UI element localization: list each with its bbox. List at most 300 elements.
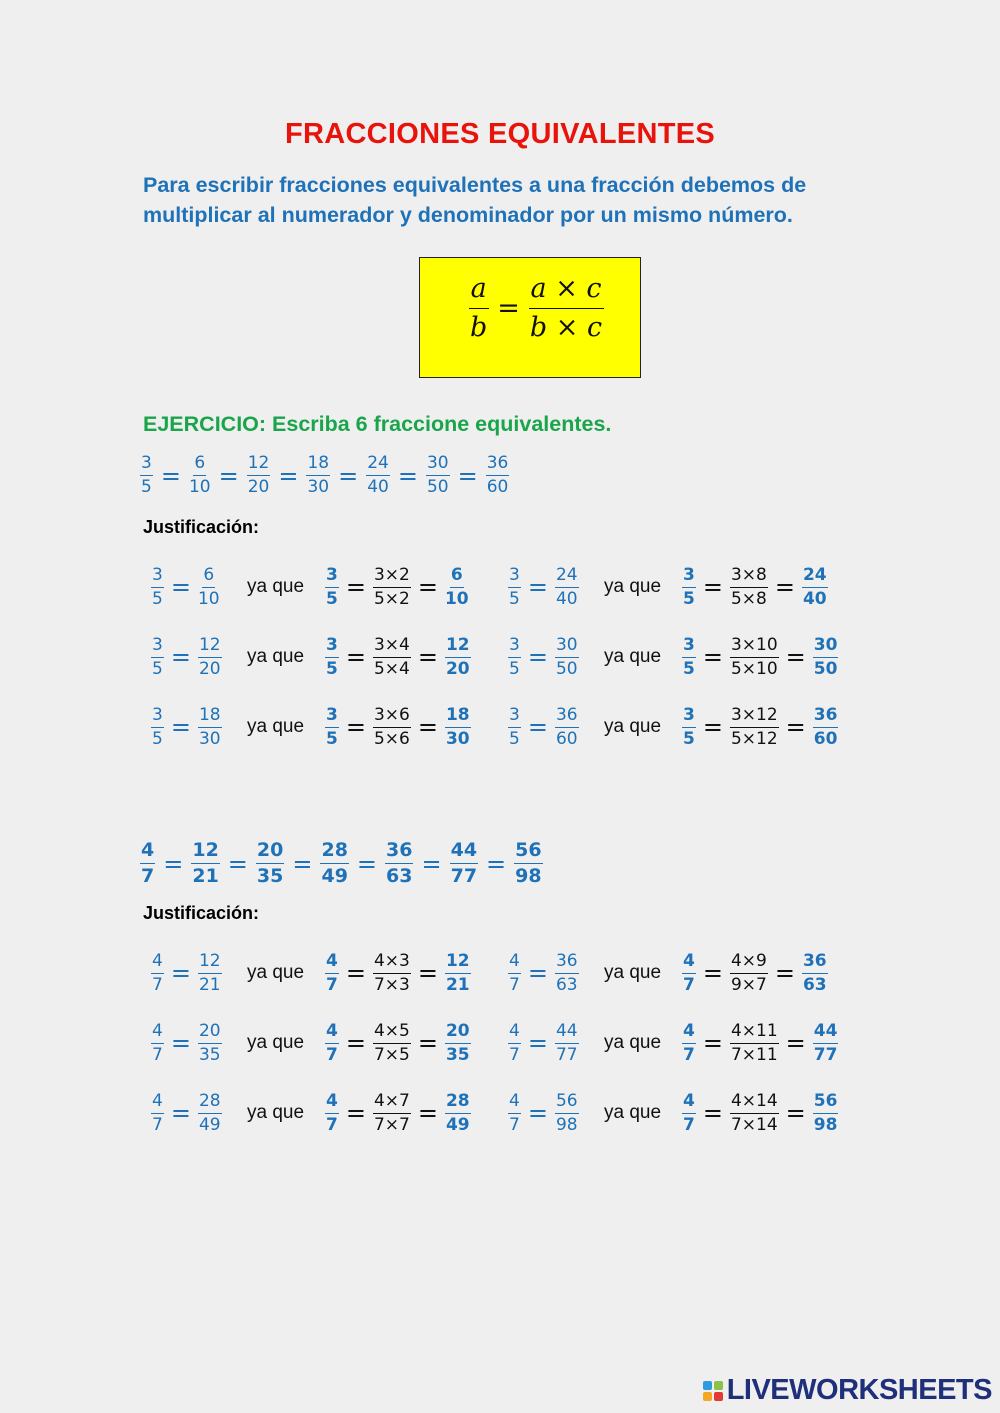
numerator: 12: [198, 637, 222, 658]
proof: [682, 634, 838, 679]
denominator: 7×14: [730, 1114, 778, 1135]
numerator: 20: [256, 841, 284, 864]
chain-fraction: [385, 841, 413, 886]
equals-sign: =: [170, 643, 191, 671]
denominator: 7: [152, 1114, 163, 1135]
denominator: 77: [813, 1044, 838, 1065]
target-fraction: [198, 950, 222, 995]
equivalence: [500, 564, 604, 609]
justification-row: [143, 622, 857, 692]
denominator: 7: [683, 1114, 695, 1135]
product-fraction: [373, 1090, 411, 1135]
proof-result-fraction: [813, 1020, 839, 1065]
chain-fraction: [247, 455, 271, 496]
denominator: 7×11: [730, 1044, 778, 1065]
numerator: 44: [813, 1023, 839, 1044]
numerator: 28: [445, 1093, 471, 1114]
numerator: 56: [813, 1093, 839, 1114]
chain-fraction: [320, 841, 348, 886]
denominator: 49: [445, 1114, 470, 1135]
equals-sign: =: [218, 461, 239, 490]
justification-item: [500, 704, 857, 749]
base-fraction: [151, 1020, 164, 1065]
justification-item: [500, 564, 857, 609]
justification-grid-1: [143, 552, 857, 762]
denominator: 49: [198, 1114, 221, 1135]
denominator: 20: [198, 658, 221, 679]
equals-sign: =: [486, 849, 507, 878]
equals-sign: =: [702, 643, 723, 671]
proof-result-fraction: [802, 564, 828, 609]
logo-mark-icon: [703, 1381, 723, 1401]
chain-fraction: [486, 455, 510, 496]
equals-sign: =: [774, 959, 795, 987]
equals-sign: =: [785, 713, 806, 741]
formula-lhs-den: b: [470, 312, 488, 343]
numerator: 28: [198, 1093, 222, 1114]
chain-fraction: [514, 841, 542, 886]
formula-equals: =: [497, 293, 520, 324]
denominator: 5×6: [373, 728, 410, 749]
numerator: 3: [682, 637, 696, 658]
justification-row: [143, 1008, 857, 1078]
page-title: FRACCIONES EQUIVALENTES: [284, 118, 716, 150]
numerator: 18: [198, 707, 222, 728]
denominator: 77: [555, 1044, 578, 1065]
numerator: 12: [445, 637, 471, 658]
equals-sign: =: [702, 1029, 723, 1057]
denominator: 35: [198, 1044, 221, 1065]
numerator: 4: [151, 1093, 164, 1114]
proof-base-fraction: [325, 1090, 339, 1135]
proof: [325, 704, 471, 749]
product-fraction: [373, 634, 411, 679]
equals-sign: =: [417, 713, 438, 741]
numerator: 3: [682, 707, 696, 728]
equals-sign: =: [345, 643, 366, 671]
equals-sign: =: [417, 959, 438, 987]
product-fraction: [730, 634, 779, 679]
equals-sign: =: [527, 643, 548, 671]
chain-fraction: [140, 455, 153, 496]
numerator: 20: [445, 1023, 471, 1044]
base-fraction: [508, 1090, 521, 1135]
numerator: 4×7: [373, 1093, 411, 1114]
proof-base-fraction: [325, 950, 339, 995]
denominator: 7: [683, 974, 695, 995]
proof-result-fraction: [813, 634, 839, 679]
justification-item: [143, 1020, 500, 1065]
chain-section-1: [140, 455, 509, 496]
proof-base-fraction: [682, 704, 696, 749]
equals-sign: =: [345, 1029, 366, 1057]
numerator: 3: [682, 567, 696, 588]
denominator: 98: [813, 1114, 838, 1135]
product-fraction: [730, 1020, 779, 1065]
denominator: 35: [445, 1044, 470, 1065]
denominator: 10: [188, 477, 211, 497]
denominator: 5: [509, 588, 520, 609]
numerator: 4: [325, 1023, 339, 1044]
denominator: 7: [509, 1044, 520, 1065]
denominator: 5×4: [373, 658, 410, 679]
denominator: 5: [326, 588, 338, 609]
product-fraction: [730, 564, 768, 609]
numerator: 4: [682, 953, 696, 974]
equals-sign: =: [160, 461, 181, 490]
formula-box: [419, 257, 641, 378]
numerator: 30: [555, 637, 579, 658]
product-fraction: [373, 564, 411, 609]
proof-base-fraction: [325, 634, 339, 679]
justification-item: [500, 1090, 857, 1135]
numerator: 12: [191, 841, 219, 864]
numerator: 3: [325, 707, 339, 728]
proof-base-fraction: [682, 1090, 696, 1135]
numerator: 56: [514, 841, 542, 864]
justification-item: [143, 634, 500, 679]
numerator: 4: [682, 1093, 696, 1114]
numerator: 4×9: [730, 953, 768, 974]
equals-sign: =: [345, 959, 366, 987]
denominator: 7×3: [373, 974, 410, 995]
denominator: 30: [198, 728, 221, 749]
denominator: 60: [555, 728, 578, 749]
denominator: 21: [192, 865, 219, 887]
equivalence: [143, 950, 247, 995]
equals-sign: =: [345, 713, 366, 741]
denominator: 5: [326, 658, 338, 679]
connector-text: ya que: [247, 1102, 305, 1123]
numerator: 18: [306, 455, 330, 476]
numerator: 3: [508, 567, 521, 588]
proof-base-fraction: [682, 1020, 696, 1065]
formula-lhs-num: a: [469, 274, 489, 309]
denominator: 10: [197, 588, 220, 609]
chain-fraction: [140, 841, 155, 886]
connector-text: ya que: [247, 716, 305, 737]
base-fraction: [508, 634, 521, 679]
denominator: 35: [256, 865, 284, 887]
proof-result-fraction: [813, 704, 839, 749]
denominator: 60: [813, 728, 838, 749]
equals-sign: =: [785, 1099, 806, 1127]
base-fraction: [151, 950, 164, 995]
denominator: 5: [683, 658, 695, 679]
numerator: 56: [555, 1093, 579, 1114]
numerator: 4: [508, 1023, 521, 1044]
proof-result-fraction: [813, 1090, 839, 1135]
numerator: 3: [151, 707, 164, 728]
denominator: 7: [326, 1114, 338, 1135]
numerator: 4×14: [730, 1093, 779, 1114]
base-fraction: [151, 564, 164, 609]
numerator: 3×2: [373, 567, 411, 588]
equals-sign: =: [356, 849, 378, 878]
equals-sign: =: [417, 573, 438, 601]
justification-item: [500, 1020, 857, 1065]
justification-item: [143, 564, 500, 609]
equals-sign: =: [163, 849, 184, 878]
denominator: 7: [152, 1044, 163, 1065]
numerator: 36: [486, 455, 510, 476]
denominator: 7×5: [373, 1044, 410, 1065]
equals-sign: =: [702, 959, 723, 987]
chain-fraction: [450, 841, 478, 886]
product-fraction: [730, 950, 768, 995]
proof: [682, 1020, 838, 1065]
numerator: 12: [445, 953, 471, 974]
proof: [325, 1090, 471, 1135]
chain-fraction: [191, 841, 219, 886]
product-fraction: [730, 704, 779, 749]
equals-sign: =: [785, 643, 806, 671]
equals-sign: =: [457, 461, 478, 490]
denominator: 7: [509, 1114, 520, 1135]
base-fraction: [508, 950, 521, 995]
proof: [682, 704, 838, 749]
equals-sign: =: [527, 1029, 548, 1057]
equals-sign: =: [345, 1099, 366, 1127]
denominator: 21: [198, 974, 221, 995]
equals-sign: =: [421, 849, 442, 878]
chain-fraction: [189, 455, 211, 496]
equals-sign: =: [417, 1029, 438, 1057]
numerator: 4: [508, 953, 521, 974]
proof: [325, 1020, 471, 1065]
connector-text: ya que: [604, 1032, 662, 1053]
numerator: 4: [325, 953, 339, 974]
numerator: 6: [193, 455, 206, 476]
justification-item: [143, 1090, 500, 1135]
equals-sign: =: [702, 573, 723, 601]
proof-base-fraction: [325, 704, 339, 749]
denominator: 10: [444, 588, 469, 609]
numerator: 28: [320, 841, 348, 864]
equals-sign: =: [527, 573, 548, 601]
proof-result-fraction: [444, 564, 469, 609]
proof-result-fraction: [802, 950, 828, 995]
exercise-title: EJERCICIO: Escriba 6 fraccione equivalentes.: [143, 412, 612, 436]
denominator: 40: [555, 588, 578, 609]
denominator: 40: [367, 477, 389, 497]
proof-result-fraction: [445, 704, 471, 749]
equivalence: [143, 1020, 247, 1065]
connector-text: ya que: [604, 716, 662, 737]
numerator: 4: [508, 1093, 521, 1114]
connector-text: ya que: [247, 576, 305, 597]
product-fraction: [730, 1090, 779, 1135]
connector-text: ya que: [247, 1032, 305, 1053]
product-fraction: [373, 950, 411, 995]
numerator: 24: [366, 455, 390, 476]
numerator: 4×11: [730, 1023, 779, 1044]
proof: [682, 950, 828, 995]
equals-sign: =: [292, 849, 313, 878]
target-fraction: [555, 704, 579, 749]
justification-item: [500, 634, 857, 679]
numerator: 12: [198, 953, 222, 974]
liveworksheets-logo: [703, 1374, 992, 1407]
proof-result-fraction: [445, 1090, 471, 1135]
numerator: 18: [445, 707, 471, 728]
justification-row: [143, 552, 857, 622]
equals-sign: =: [170, 959, 191, 987]
equivalence: [500, 704, 604, 749]
denominator: 7: [141, 865, 155, 887]
denominator: 40: [802, 588, 827, 609]
target-fraction: [555, 950, 579, 995]
equals-sign: =: [774, 573, 795, 601]
equivalence: [143, 1090, 247, 1135]
proof: [325, 950, 471, 995]
denominator: 5×10: [730, 658, 778, 679]
denominator: 7: [326, 974, 338, 995]
equivalence: [143, 564, 247, 609]
denominator: 30: [445, 728, 470, 749]
denominator: 5: [683, 588, 695, 609]
denominator: 20: [445, 658, 470, 679]
target-fraction: [198, 1090, 222, 1135]
connector-text: ya que: [604, 962, 662, 983]
numerator: 30: [426, 455, 450, 476]
numerator: 36: [555, 953, 579, 974]
numerator: 36: [385, 841, 413, 864]
equals-sign: =: [170, 713, 191, 741]
target-fraction: [198, 634, 222, 679]
chain-fraction: [256, 841, 284, 886]
base-fraction: [508, 564, 521, 609]
proof-base-fraction: [325, 564, 339, 609]
base-fraction: [151, 704, 164, 749]
numerator: 36: [813, 707, 839, 728]
equals-sign: =: [338, 461, 359, 490]
numerator: 20: [198, 1023, 222, 1044]
connector-text: ya que: [604, 646, 662, 667]
numerator: 24: [555, 567, 579, 588]
numerator: 36: [555, 707, 579, 728]
numerator: 3: [508, 707, 521, 728]
numerator: 4: [140, 841, 155, 864]
denominator: 7: [683, 1044, 695, 1065]
denominator: 7: [152, 974, 163, 995]
numerator: 3: [151, 637, 164, 658]
equals-sign: =: [417, 1099, 438, 1127]
denominator: 20: [247, 477, 270, 497]
equivalence: [143, 634, 247, 679]
justification-row: [143, 1078, 857, 1148]
proof: [325, 634, 471, 679]
equals-sign: =: [170, 1029, 191, 1057]
justification-row: [143, 692, 857, 762]
target-fraction: [555, 564, 579, 609]
numerator: 4: [151, 1023, 164, 1044]
justification-grid-2: [143, 938, 857, 1148]
numerator: 4: [325, 1093, 339, 1114]
formula-rhs-num: a × c: [529, 274, 604, 309]
equals-sign: =: [170, 1099, 191, 1127]
denominator: 63: [386, 865, 413, 887]
numerator: 3: [325, 567, 339, 588]
denominator: 5: [509, 658, 520, 679]
denominator: 5: [141, 477, 152, 497]
target-fraction: [555, 1020, 579, 1065]
chain-fraction: [366, 455, 390, 496]
numerator: 4: [151, 953, 164, 974]
proof-base-fraction: [325, 1020, 339, 1065]
target-fraction: [555, 634, 579, 679]
numerator: 4: [682, 1023, 696, 1044]
base-fraction: [508, 1020, 521, 1065]
equals-sign: =: [417, 643, 438, 671]
justification-row: [143, 938, 857, 1008]
proof-base-fraction: [682, 950, 696, 995]
numerator: 3×4: [373, 637, 411, 658]
numerator: 3×10: [730, 637, 779, 658]
equals-sign: =: [278, 461, 299, 490]
proof-base-fraction: [682, 564, 696, 609]
connector-text: ya que: [247, 962, 305, 983]
proof-result-fraction: [445, 1020, 471, 1065]
denominator: 5: [152, 728, 163, 749]
numerator: 36: [802, 953, 828, 974]
formula-lhs: [468, 274, 489, 343]
proof: [325, 564, 469, 609]
equals-sign: =: [345, 573, 366, 601]
proof: [682, 564, 828, 609]
product-fraction: [373, 704, 411, 749]
denominator: 49: [321, 865, 348, 887]
chain-fraction: [306, 455, 330, 496]
base-fraction: [508, 704, 521, 749]
justification-item: [143, 704, 500, 749]
base-fraction: [151, 1090, 164, 1135]
justification-item: [143, 950, 500, 995]
target-fraction: [198, 704, 222, 749]
connector-text: ya que: [247, 646, 305, 667]
equivalence: [500, 1090, 604, 1135]
denominator: 5×2: [373, 588, 410, 609]
denominator: 5: [152, 658, 163, 679]
connector-text: ya que: [604, 576, 662, 597]
numerator: 4×3: [373, 953, 411, 974]
justification-label-2: Justificación:: [143, 903, 260, 923]
denominator: 5: [152, 588, 163, 609]
base-fraction: [151, 634, 164, 679]
denominator: 50: [426, 477, 449, 497]
equals-sign: =: [397, 461, 418, 490]
equals-sign: =: [170, 573, 191, 601]
equals-sign: =: [227, 849, 248, 878]
numerator: 44: [450, 841, 478, 864]
denominator: 5×8: [730, 588, 767, 609]
denominator: 9×7: [730, 974, 767, 995]
numerator: 3×12: [730, 707, 779, 728]
denominator: 63: [555, 974, 578, 995]
chain-section-2: [140, 841, 543, 886]
denominator: 21: [445, 974, 470, 995]
denominator: 50: [555, 658, 578, 679]
proof-result-fraction: [445, 634, 471, 679]
formula-rhs-den: b × c: [529, 312, 603, 343]
numerator: 44: [555, 1023, 579, 1044]
target-fraction: [198, 1020, 222, 1065]
justification-item: [500, 950, 857, 995]
proof-base-fraction: [682, 634, 696, 679]
product-fraction: [373, 1020, 411, 1065]
denominator: 7: [326, 1044, 338, 1065]
numerator: 6: [202, 567, 215, 588]
